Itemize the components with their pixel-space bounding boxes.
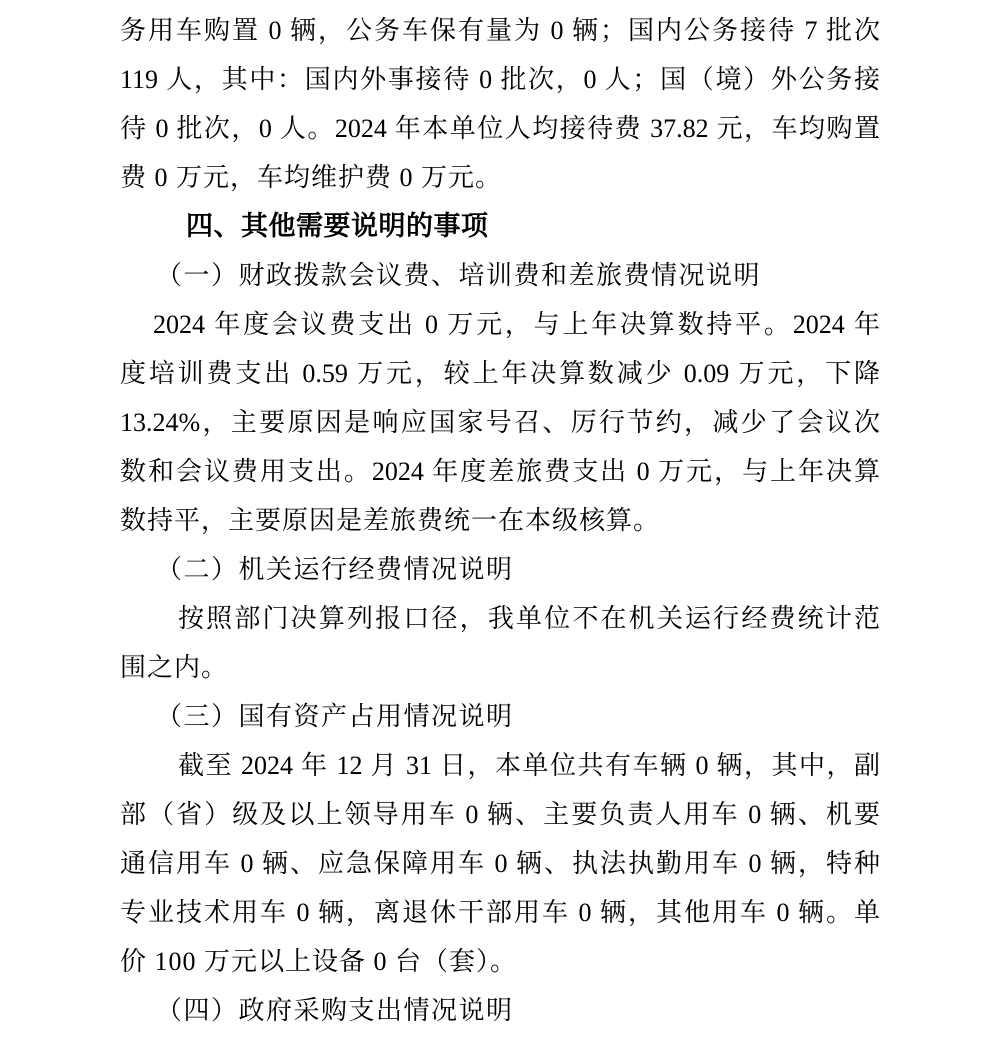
text-line: 截至 2024 年 12 月 31 日，本单位共有车辆 0 辆，其中，副 [178, 751, 880, 780]
text-line: 务用车购置 0 辆，公务车保有量为 0 辆；国内公务接待 7 批次 [120, 16, 880, 45]
subsection-heading: （四）政府采购支出情况说明 [156, 996, 514, 1025]
text-line: 119 人，其中：国内外事接待 0 批次，0 人；国（境）外公务接 [120, 65, 880, 94]
text-line: 价 100 万元以上设备 0 台（套）。 [120, 947, 518, 976]
text-line: 费 0 万元，车均维护费 0 万元。 [120, 163, 503, 192]
subsection-heading: （二）机关运行经费情况说明 [156, 555, 514, 584]
text-line: 度培训费支出 0.59 万元，较上年决算数减少 0.09 万元，下降 [120, 359, 880, 388]
subsection-heading: （一）财政拨款会议费、培训费和差旅费情况说明 [156, 261, 762, 290]
text-line: 数持平，主要原因是差旅费统一在本级核算。 [120, 506, 661, 535]
section-heading: 四、其他需要说明的事项 [186, 211, 489, 241]
text-line: 围之内。 [120, 653, 229, 682]
text-line: 13.24%，主要原因是响应国家号召、厉行节约，减少了会议次 [120, 408, 880, 437]
subsection-heading: （三）国有资产占用情况说明 [156, 702, 514, 731]
text-line: 通信用车 0 辆、应急保障用车 0 辆、执法执勤用车 0 辆，特种 [120, 849, 880, 878]
text-line: 2024 年度会议费支出 0 万元，与上年决算数持平。2024 年 [153, 310, 880, 339]
text-line: 待 0 批次，0 人。2024 年本单位人均接待费 37.82 元，车均购置 [120, 114, 880, 143]
text-line: 部（省）级及以上领导用车 0 辆、主要负责人用车 0 辆、机要 [120, 800, 880, 829]
text-line: 按照部门决算列报口径，我单位不在机关运行经费统计范 [178, 604, 880, 633]
text-line: 数和会议费用支出。2024 年度差旅费支出 0 万元，与上年决算 [120, 457, 880, 486]
document-body [120, 6, 880, 1035]
text-line: 专业技术用车 0 辆，离退休干部用车 0 辆，其他用车 0 辆。单 [120, 898, 880, 927]
